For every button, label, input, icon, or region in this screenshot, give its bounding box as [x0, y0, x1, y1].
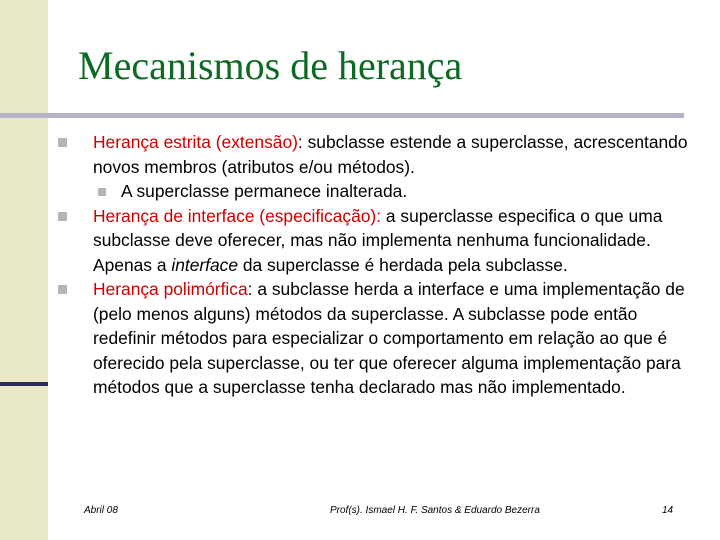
square-bullet-icon	[58, 212, 67, 221]
item-term: Herança polimórfica	[93, 279, 248, 299]
item-text: a subclasse herda a interface e uma implementação de (pelo menos alguns) métodos da superclasse. A subclasse pode então redefinir métodos para especializar o comportamento em relação ao que é oferecido pela superclasse, ou ter que oferecer alguma implementação para métodos que a superclasse tenha declarado mas não implementado.	[93, 279, 685, 397]
item-term: Herança estrita (extensão)	[93, 132, 298, 152]
title-divider	[0, 113, 684, 118]
sub-item-text: A superclasse permanece inalterada.	[121, 181, 408, 201]
item-text: subclasse estende a superclasse, acrescentando novos membros (atributos e/ou métodos).	[93, 132, 688, 177]
list-item	[58, 130, 698, 179]
sub-list-item	[58, 179, 698, 204]
item-term: Herança de interface (especificação):	[93, 205, 382, 226]
item-separator: :	[247, 279, 253, 299]
slide-body	[58, 130, 698, 400]
item-text-tail: da superclasse é herdada pela subclasse.	[238, 254, 568, 275]
list-item	[58, 277, 698, 400]
square-bullet-icon	[98, 188, 106, 196]
list-item	[58, 204, 698, 278]
square-bullet-icon	[58, 138, 67, 147]
item-separator: :	[297, 132, 303, 152]
square-bullet-icon	[58, 285, 67, 294]
footer-authors: Prof(s). Ismael H. F. Santos & Eduardo Bezerra	[330, 505, 540, 516]
item-text: a superclasse especifica o que uma subclasse deve oferecer, mas não implementa nenhuma funcionalidade. Apenas a	[93, 205, 663, 275]
footer-page-number: 14	[662, 505, 674, 516]
slide-title: Mecanismos de herança	[78, 43, 463, 88]
item-emphasis: interface	[171, 254, 239, 275]
footer-date: Abril 08	[84, 505, 118, 516]
sidebar-accent-bar	[0, 382, 48, 386]
sidebar-band	[0, 0, 48, 540]
